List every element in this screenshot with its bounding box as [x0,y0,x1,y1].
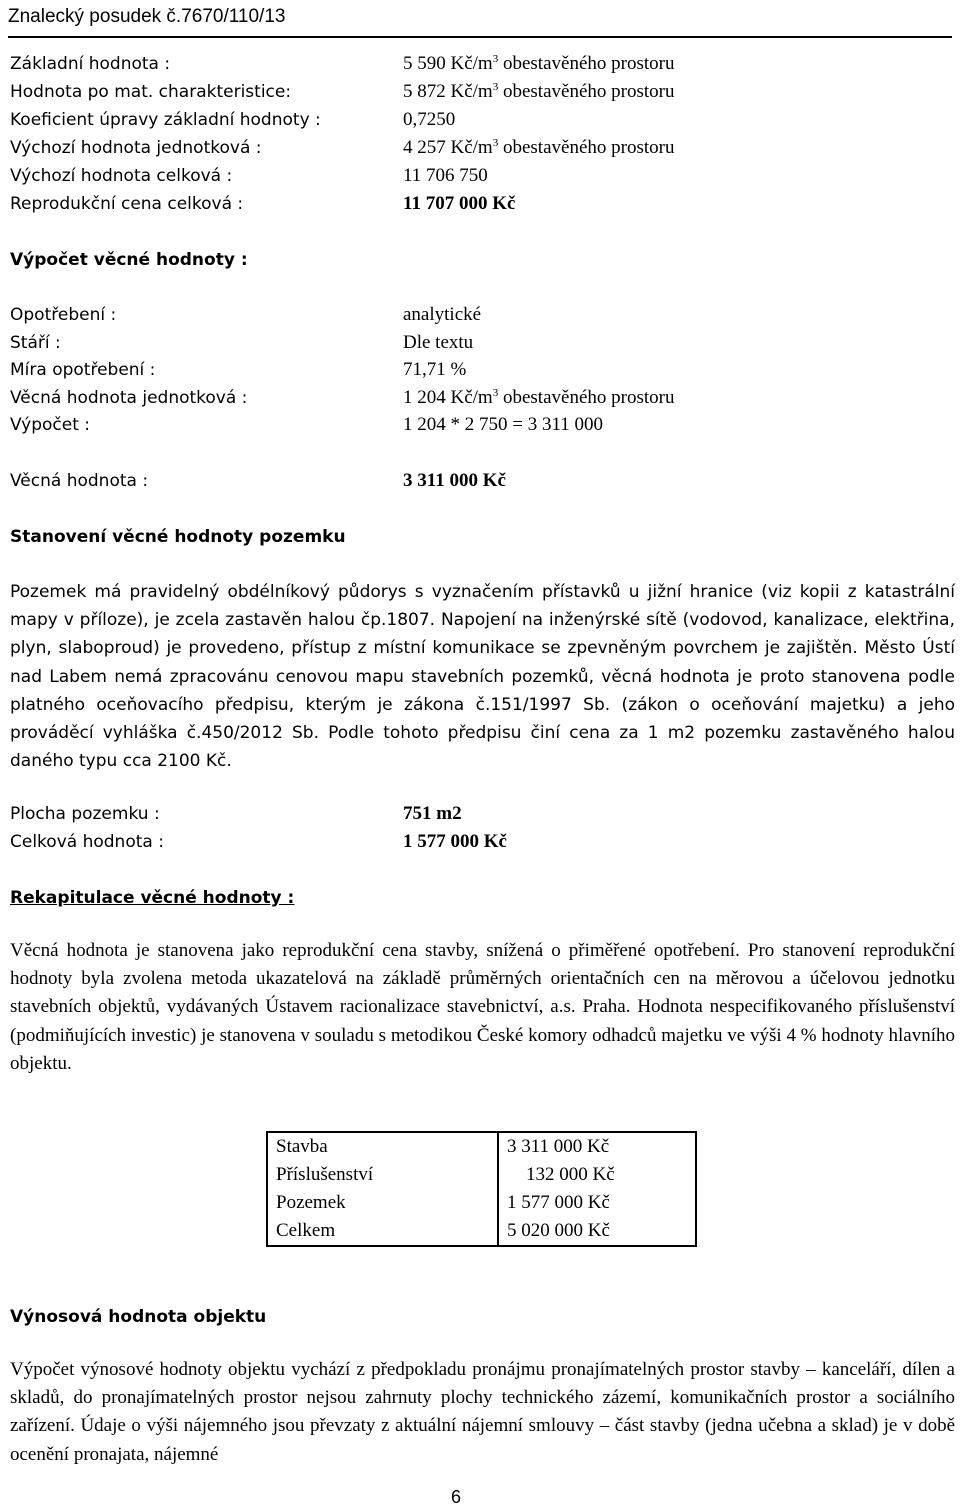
basic-row-label: Základní hodnota : [10,54,171,74]
document-header [8,4,952,38]
header-title: Znalecký posudek č.7670/110/13 [8,6,286,27]
table-cell-item: Stavba Příslušenství Pozemek Celkem [267,1132,498,1246]
land-heading: Stanovení věcné hodnoty pozemku [10,527,346,547]
calc-row-label: Věcná hodnota jednotková : [10,388,248,408]
yield-paragraph: Výpočet výnosové hodnoty objektu vychází z předpokladu pronájmu pronajímatelných prostor stavby – kanceláří, dílen a skladů, do pronajímatelných prostor nejsou zahrnuty plochy technického zázemí, komunikačních prostor a sociálního zařízení. Údaje o výši nájemného jsou převzaty z aktuální nájemní smlouvy – část stavby (jedna učebna a sklad) je v době ocenění pronajata, nájemné [10,1359,955,1465]
page-number: 6 [450,1487,461,1507]
calc-row-label: Míra opotřebení : [10,360,156,380]
calc-row-value: 1 204 $Kč/m^3$ obestavěného prostoru [403,387,675,408]
land-paragraph: Pozemek má pravidelný obdélníkový půdorys s vyznačením přístavků u jižní hranice (viz kopii z katastrální mapy v příloze), je zcela zastavěn halou čp.1807. Napojení na inženýrské sítě (vodovod, kanalizace, elektřina, plyn, slaboproud) je provedeno, přístup z místní komunikace se zpevněným povrchem je zajištěn. Město Ústí nad Labem nemá zpracovánu cenovou mapu stavebních pozemků, věcná hodnota je proto stanovena podle platného oceňovacího předpisu, kterým je zákona č.151/1997 Sb. (zákon o oceňování majetku) a jeho prováděcí vyhláška č.450/2012 Sb. Podle tohoto předpisu činí cena za 1 m2 pozemku zastavěného halou daného typu cca 2100 Kč. [10,582,955,772]
basic-row-label: Výchozí hodnota celková : [10,166,233,186]
yield-heading: Výnosová hodnota objektu [10,1307,267,1327]
basic-row-label: Reprodukční cena celková : [10,194,244,214]
calc-row-value: Dle textu [403,332,474,353]
calc-heading: Výpočet věcné hodnoty : [10,250,248,270]
table-cell-amount: 3 311 000 Kč 132 000 Kč 1 577 000 Kč 5 020 000 Kč [498,1132,696,1246]
basic-row-value: 11 706 750 [403,165,488,186]
calc-row-label: Stáří : [10,333,61,353]
basic-row-label: Hodnota po mat. charakteristice: [10,82,292,102]
calc-row-label: Výpočet : [10,415,91,435]
land-total-value: 1 577 000 Kč [403,831,507,852]
basic-row-value: 0,7250 [403,109,456,130]
basic-row-value: 4 257 $Kč/m^3$ obestavěného prostoru [403,137,675,158]
recap-heading: Rekapitulace věcné hodnoty : [10,888,295,908]
calc-row-value: 71,71 % [403,359,467,380]
recap-table [266,1131,697,1247]
reproduction-cost-value: 11 707 000 Kč [403,193,516,214]
land-area-value: 751 m2 [403,803,462,824]
basic-row-label: Výchozí hodnota jednotková : [10,138,262,158]
basic-row-value: 5 590 $Kč/m^3$ obestavěného prostoru [403,53,675,74]
calc-result-label: Věcná hodnota : [10,471,149,491]
basic-row-value: 5 872 $Kč/m^3$ obestavěného prostoru [403,81,675,102]
land-area-label: Plocha pozemku : [10,804,160,824]
basic-row-label: Koeficient úpravy základní hodnoty : [10,110,321,130]
calc-row-value: 1 204 * 2 750 = 3 311 000 [403,414,604,435]
calc-row-label: Opotřebení : [10,305,117,325]
recap-paragraph: Věcná hodnota je stanovena jako reprodukční cena stavby, snížená o přiměřené opotřebení. Pro stanovení reprodukční hodnoty byla zvolena metoda ukazatelová na základě průměrných orientačních cen na měrovou a účelovou jednotku stavebních objektů, vydávaných Ústavem racionalizace stavebnictví, a.s. Praha. Hodnota nespecifikovaného příslušenství (podmiňujících investic) je stanovena v souladu s metodikou České komory odhadců majetku ve výši 4 % hodnoty hlavního objektu. [10,940,955,1074]
table-row [267,1132,696,1246]
land-total-label: Celková hodnota : [10,832,164,852]
calc-row-value: analytické [403,304,482,325]
calc-result-value: 3 311 000 Kč [403,470,506,491]
